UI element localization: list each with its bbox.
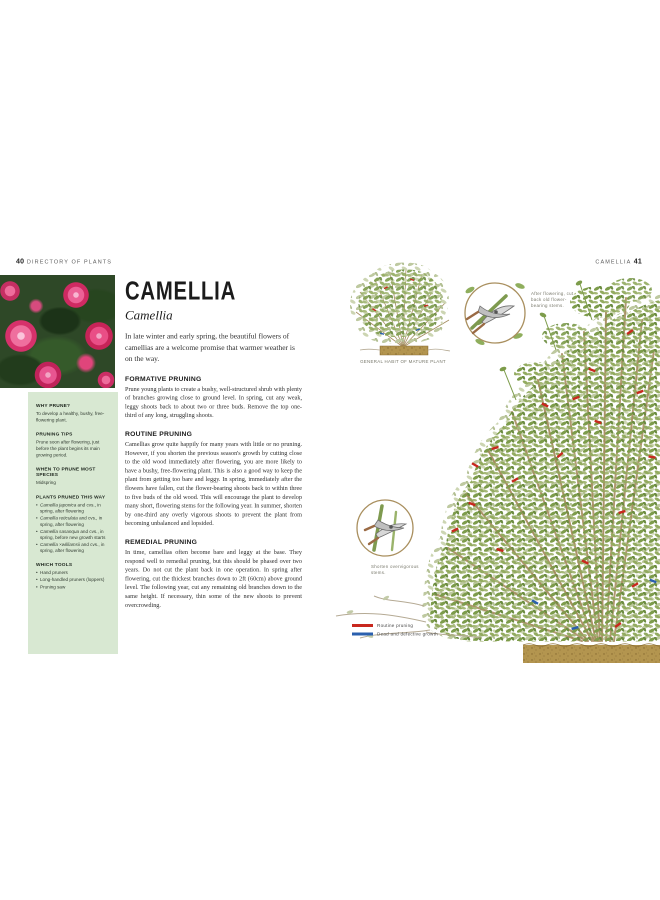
sidebar-section-plants-pruned xyxy=(36,495,110,554)
tool-name: Long-handled pruners (loppers) xyxy=(40,577,105,583)
tool-name: Hand pruners xyxy=(40,570,68,576)
sidebar-text: To develop a healthy, bushy, free-flowering plant. xyxy=(36,411,105,423)
pruning-illustration xyxy=(330,250,660,665)
list-item xyxy=(36,570,110,576)
running-head-right-title: CAMELLIA xyxy=(595,259,632,265)
plant-latin-name: Camellia reticulata xyxy=(40,515,78,521)
soil-strip xyxy=(523,645,660,663)
legend xyxy=(352,623,438,640)
latin-name: Camellia xyxy=(125,308,173,323)
plant-latin-name: Camellia sasanqua xyxy=(40,528,80,534)
page-number-left: 40 xyxy=(16,257,25,265)
running-head-left xyxy=(16,257,112,265)
sidebar-text: Prune soon after flowering, just before the plant begins its main growing period. xyxy=(36,439,100,458)
tools-list xyxy=(36,570,110,590)
plant-note: and cvs., in spring, before new growth starts xyxy=(40,528,106,540)
sidebar-heading: WHEN TO PRUNE MOST SPECIES xyxy=(36,466,96,478)
tool-name: Pruning saw xyxy=(40,584,66,590)
legend-row-dead-growth xyxy=(352,632,438,637)
sidebar-heading: WHICH TOOLS xyxy=(36,562,73,568)
habit-soil-base xyxy=(380,346,428,355)
legend-label: Dead and defective growth xyxy=(377,631,438,637)
list-item xyxy=(36,502,110,514)
inset-side-caption: Shorten overvigorous stems. xyxy=(371,564,419,575)
inset-top-caption: After flowering, cut back old flower-bearing stems. xyxy=(531,291,574,308)
plants-list xyxy=(36,502,110,554)
sidebar-heading: PLANTS PRUNED THIS WAY xyxy=(36,494,106,501)
plant-note: and cvs., in spring, after flowering xyxy=(40,502,101,514)
list-item xyxy=(36,584,110,590)
habit-label: GENERAL HABIT OF MATURE PLANT xyxy=(360,359,446,364)
plant-latin-name: Camellia japonica xyxy=(40,502,77,508)
intro-paragraph: In late winter and early spring, the beautiful flowers of camellias are a welcome promise that warmer weather is on the way. xyxy=(125,332,295,363)
sidebar-section-which-tools xyxy=(36,562,110,590)
section-heading-formative: FORMATIVE PRUNING xyxy=(125,374,202,383)
sidebar-section-why-prune xyxy=(36,403,110,423)
list-item xyxy=(36,577,110,583)
plant-note: and cvs., in spring, after flowering xyxy=(40,541,105,554)
legend-label: Routine pruning xyxy=(377,623,414,628)
sidebar-heading: WHY PRUNE? xyxy=(36,403,71,409)
list-item xyxy=(36,541,110,553)
list-item xyxy=(36,528,110,540)
info-sidebar xyxy=(28,392,118,654)
legend-swatch-dead-growth xyxy=(352,633,373,636)
plant-note: and cvs., in spring, after flowering xyxy=(40,515,103,527)
sidebar-text: Midspring xyxy=(36,480,56,486)
page-title: CAMELLIA xyxy=(125,276,237,306)
section-body-formative: Prune young plants to create a bushy, well-structured shrub with plenty of branches growing close to ground level. In spring, cut any weak, leggy shoots back to about two or three buds. Remove the top one-third of any long, struggling shoots. xyxy=(125,385,302,419)
running-head-left-title: DIRECTORY OF PLANTS xyxy=(26,259,113,265)
page-number-right: 41 xyxy=(633,257,642,265)
camellia-photo xyxy=(0,275,115,388)
sidebar-section-when-to-prune xyxy=(36,467,110,486)
section-heading-routine: ROUTINE PRUNING xyxy=(125,429,193,438)
inset-shorten-stems xyxy=(357,500,413,556)
section-heading-remedial: REMEDIAL PRUNING xyxy=(125,538,198,546)
list-item xyxy=(36,515,110,527)
plant-latin-name: Camellia ×williamsii xyxy=(40,541,80,547)
sidebar-heading: PRUNING TIPS xyxy=(36,431,73,438)
article-column xyxy=(125,278,302,610)
section-body-remedial: In time, camellias often become bare and leggy at the base. They respond well to remedial pruning, but this should be phased over two years. Do not cut the plant back in one operation. In spring after flowering, cut the thickest branches down to 2ft (60cm) above ground level. The following year, cut any remaining old branches down to the same height. If necessary, thin some of the new shoots to prevent overcrowding. xyxy=(125,548,302,609)
sidebar-section-pruning-tips xyxy=(36,432,110,459)
inset-after-flowering xyxy=(464,282,525,346)
legend-swatch-routine xyxy=(352,624,373,627)
habit-bush-illustration xyxy=(350,262,450,355)
section-body-routine: Camellias grow quite happily for many years with little or no pruning. However, if you shorten the previous season's growth by cutting close to the old wood immediately after flowering, you are more likely to have a bushy, free-flowering plant. This is also a good way to keep the plant from getting too bare and leggy. In spring, immediately after the flowers have fallen, cut the flower-bearing shoots back to within three to five buds of the old wood. This will encourage the plant to develop many short, flowering stems for the following year. In summer, shorten by one-third any overly vigorous shoots to prevent the plant from becoming unbalanced and lopsided. xyxy=(125,440,302,527)
legend-row-routine xyxy=(352,623,438,628)
